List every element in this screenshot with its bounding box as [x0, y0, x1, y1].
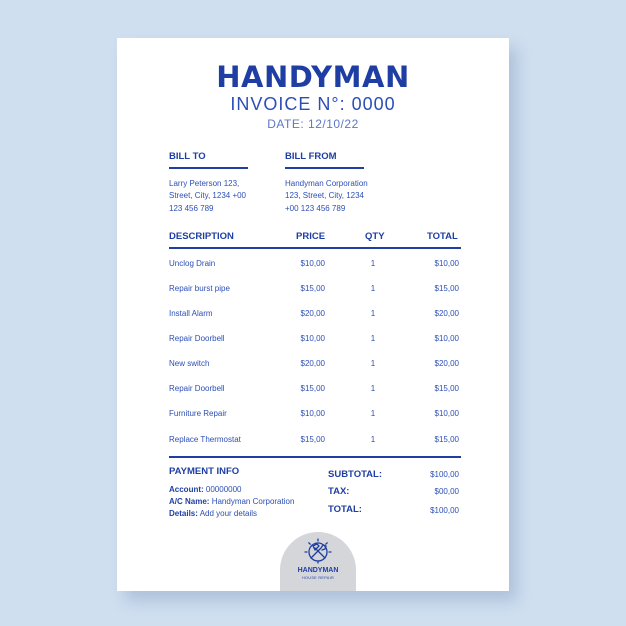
table-row — [117, 284, 509, 298]
cell-description: Replace Thermostat — [169, 435, 241, 444]
invoice-date: DATE: 12/10/22 — [267, 117, 359, 131]
bill-from-heading: BILL FROM — [285, 151, 337, 162]
cell-price: $20,00 — [300, 359, 325, 368]
cell-price: $10,00 — [300, 259, 325, 268]
company-title: HANDYMAN — [216, 60, 410, 94]
table-row — [117, 309, 509, 323]
table-row — [117, 409, 509, 423]
table-header-divider — [169, 247, 461, 249]
details-value: Add your details — [199, 509, 258, 518]
cell-total: $15,00 — [434, 284, 459, 293]
invoice-sheet — [117, 38, 509, 591]
bill-from-line: +00 123 456 789 — [285, 203, 346, 213]
cell-qty: 1 — [370, 384, 376, 393]
table-row — [117, 359, 509, 373]
cell-description: New switch — [169, 359, 210, 368]
cell-description: Repair burst pipe — [169, 284, 230, 293]
payment-account — [169, 485, 242, 494]
bill-to-divider — [169, 167, 248, 169]
cell-price: $10,00 — [300, 409, 325, 418]
ac-name-value: Handyman Corporation — [211, 497, 295, 506]
cell-description: Repair Doorbell — [169, 384, 225, 393]
cell-qty: 1 — [370, 359, 376, 368]
table-row — [117, 334, 509, 348]
cell-qty: 1 — [370, 334, 376, 343]
bill-from-address — [285, 178, 405, 215]
bill-to-line: 123 456 789 — [169, 203, 214, 213]
account-label: Account: — [169, 485, 204, 494]
cell-qty: 1 — [370, 435, 376, 444]
cell-description: Repair Doorbell — [169, 334, 225, 343]
payment-ac-name — [169, 497, 294, 506]
bill-to-address — [169, 178, 289, 215]
logo-name: HANDYMAN — [297, 567, 339, 574]
cell-price: $10,00 — [300, 334, 325, 343]
cell-total: $20,00 — [434, 309, 459, 318]
subtotal-value: $100,00 — [430, 470, 459, 479]
table-row — [117, 435, 509, 449]
details-label: Details: — [169, 509, 198, 518]
cell-total: $10,00 — [434, 409, 459, 418]
bill-from-line: Handyman Corporation — [285, 179, 368, 188]
cell-total: $15,00 — [434, 435, 459, 444]
subtotal-label: SUBTOTAL: — [328, 469, 383, 480]
col-header-description: DESCRIPTION — [169, 231, 234, 242]
col-header-price: PRICE — [296, 231, 326, 242]
payment-info-heading: PAYMENT INFO — [169, 466, 240, 477]
tax-label: TAX: — [328, 486, 350, 497]
table-footer-divider — [169, 456, 461, 458]
bill-to-line: Street, City, 1234 +00 — [169, 191, 247, 201]
cell-total: $20,00 — [434, 359, 459, 368]
cell-description: Install Alarm — [169, 309, 213, 318]
account-value: 00000000 — [205, 485, 242, 494]
total-value: $100,00 — [430, 506, 459, 515]
cell-qty: 1 — [370, 409, 376, 418]
cell-price: $15,00 — [300, 284, 325, 293]
cell-price: $15,00 — [300, 435, 325, 444]
company-logo — [280, 532, 356, 591]
logo-tagline: HOUSE REPAIR — [301, 576, 334, 580]
total-label: TOTAL: — [328, 504, 362, 515]
cell-description: Unclog Drain — [169, 259, 216, 268]
bill-to-line: Larry Peterson 123, — [169, 179, 240, 188]
table-row — [117, 384, 509, 398]
cell-total: $10,00 — [434, 259, 459, 268]
cell-total: $10,00 — [434, 334, 459, 343]
col-header-total: TOTAL — [427, 231, 458, 242]
bill-from-divider — [285, 167, 364, 169]
bill-from-line: 123, Street, City, 1234 — [285, 191, 365, 201]
cell-price: $20,00 — [300, 309, 325, 318]
table-row — [117, 259, 509, 273]
cell-total: $15,00 — [434, 384, 459, 393]
cell-description: Furniture Repair — [169, 409, 227, 418]
invoice-number: INVOICE N°: 0000 — [230, 94, 396, 114]
ac-name-label: A/C Name: — [169, 497, 210, 506]
col-header-qty: QTY — [365, 231, 385, 242]
tax-value: $00,00 — [434, 487, 459, 496]
payment-details — [169, 509, 257, 518]
cell-qty: 1 — [370, 309, 376, 318]
wrench-hammer-gear-icon — [303, 538, 333, 564]
cell-qty: 1 — [370, 284, 376, 293]
bill-to-heading: BILL TO — [169, 151, 206, 162]
cell-price: $15,00 — [300, 384, 325, 393]
cell-qty: 1 — [370, 259, 376, 268]
